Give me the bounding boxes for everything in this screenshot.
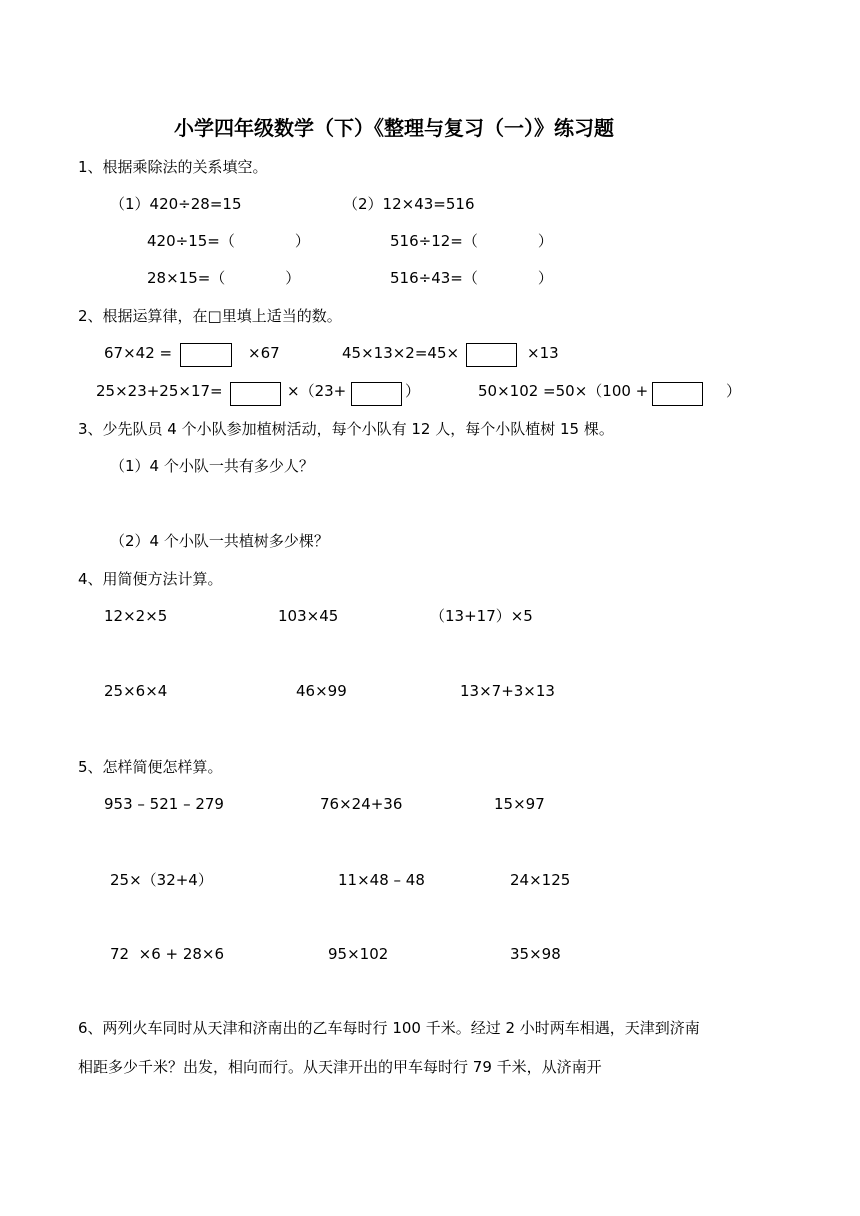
q2-row2a-right: ）: [405, 382, 421, 400]
q5-item: 76×24+36: [320, 795, 403, 813]
q2-row1a-right: ×67: [248, 344, 280, 362]
q1-part1: （1）420÷28=15: [110, 195, 242, 213]
q4-item: 25×6×4: [104, 682, 168, 700]
q5-item: 95×102: [328, 945, 389, 963]
q5-item: 25×（32+4）: [110, 871, 213, 889]
q1-blank-1: 420÷15=（ ）: [147, 232, 310, 250]
q1-blank-4: 516÷43=（ ）: [390, 269, 553, 287]
q2-row1a-left: 67×42 =: [104, 344, 173, 362]
q2-answer-box-5[interactable]: [652, 382, 703, 406]
q2-answer-box-1[interactable]: [180, 343, 232, 367]
q1-blank-2: 516÷12=（ ）: [390, 232, 553, 250]
q4-item: （13+17）×5: [430, 607, 533, 625]
q5-item: 953 – 521 – 279: [104, 795, 224, 813]
q5-heading: 5、怎样简便怎样算。: [78, 758, 223, 776]
q3-sub1: （1）4 个小队一共有多少人？: [110, 457, 314, 475]
q3-sub2: （2）4 个小队一共植树多少棵？: [110, 532, 329, 550]
q6-line2: 相距多少千米？出发，相向而行。从天津开出的甲车每时行 79 千米，从济南开: [78, 1058, 602, 1076]
q2-row2a-mid: ×（23+: [287, 382, 347, 400]
q5-item: 24×125: [510, 871, 571, 889]
q4-heading: 4、用简便方法计算。: [78, 570, 223, 588]
q4-item: 13×7+3×13: [460, 682, 555, 700]
q1-heading: 1、根据乘除法的关系填空。: [78, 158, 268, 176]
q4-item: 103×45: [278, 607, 339, 625]
q2-answer-box-3[interactable]: [230, 382, 281, 406]
q6-line1: 6、两列火车同时从天津和济南出的乙车每时行 100 千米。经过 2 小时两车相遇，天津到济南: [78, 1019, 700, 1037]
q2-row2b-left: 50×102 =50×（100 +: [478, 382, 649, 400]
q5-item: 11×48 – 48: [338, 871, 425, 889]
page-title: 小学四年级数学（下）《整理与复习（一）》练习题: [174, 116, 614, 140]
q3-heading: 3、少先队员 4 个小队参加植树活动，每个小队有 12 人，每个小队植树 15 棵。: [78, 420, 614, 438]
q2-row1b-right: ×13: [527, 344, 559, 362]
q2-row2a-left: 25×23+25×17=: [96, 382, 223, 400]
q4-item: 12×2×5: [104, 607, 168, 625]
q5-item: 72 ×6 + 28×6: [110, 945, 225, 963]
q2-heading: 2、根据运算律，在□里填上适当的数。: [78, 307, 342, 325]
q2-row1b-left: 45×13×2=45×: [342, 344, 460, 362]
q5-item: 15×97: [494, 795, 545, 813]
q1-blank-3: 28×15=（ ）: [147, 269, 301, 287]
q2-answer-box-4[interactable]: [351, 382, 402, 406]
q2-row2b-right: ）: [726, 382, 742, 400]
q5-item: 35×98: [510, 945, 561, 963]
q4-item: 46×99: [296, 682, 347, 700]
q2-answer-box-2[interactable]: [466, 343, 517, 367]
q1-part2: （2）12×43=516: [343, 195, 475, 213]
